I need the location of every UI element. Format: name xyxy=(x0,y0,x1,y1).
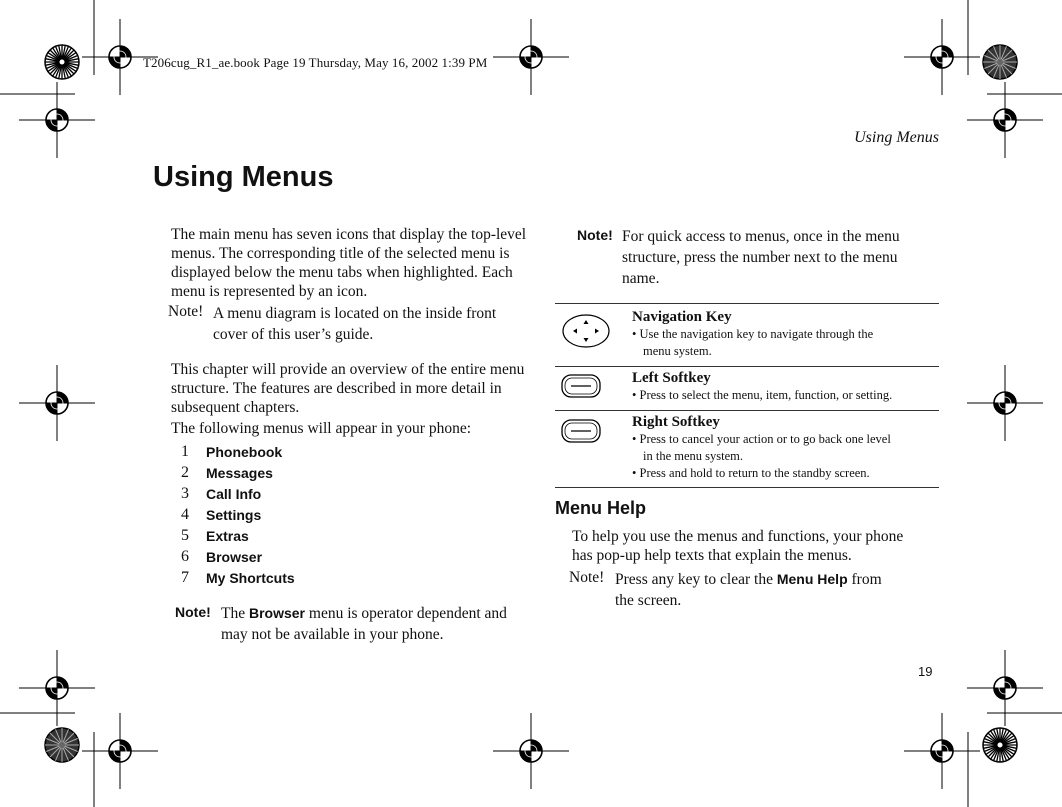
page-number: 19 xyxy=(918,664,933,679)
menu-number: 2 xyxy=(181,463,189,481)
note-text-pre: Press any key to clear the xyxy=(615,571,773,588)
menu-number: 4 xyxy=(181,505,189,523)
key-title: Right Softkey xyxy=(632,414,720,430)
menu-name: Browser xyxy=(206,548,263,565)
list-item xyxy=(181,525,295,546)
key-entry xyxy=(632,370,937,404)
menu-list xyxy=(181,441,295,588)
key-title: Left Softkey xyxy=(632,370,711,386)
menu-number: 7 xyxy=(181,568,189,586)
intro-line: displayed below the menu tabs when highlighted. Each xyxy=(171,264,513,281)
divider xyxy=(555,487,939,488)
key-desc-line: • Press to cancel your action or to go back one level xyxy=(632,432,891,446)
key-desc-line: • Press and hold to return to the standby screen. xyxy=(632,466,870,480)
list-item xyxy=(181,441,295,462)
running-head: Using Menus xyxy=(854,129,939,146)
note-line: cover of this user’s guide. xyxy=(213,326,374,343)
note-line xyxy=(615,569,935,590)
menu-number: 1 xyxy=(181,442,189,460)
note-label: Note! xyxy=(175,604,211,620)
note-text xyxy=(622,226,932,289)
note-line: structure, press the number next to the menu xyxy=(622,249,898,266)
left-softkey-icon xyxy=(561,373,601,399)
overview-paragraph xyxy=(171,360,543,417)
note-text xyxy=(615,569,935,611)
note-text xyxy=(213,303,553,345)
list-item xyxy=(181,504,295,525)
note-label: Note! xyxy=(577,227,613,243)
key-table xyxy=(555,303,939,488)
menu-name: Extras xyxy=(206,527,249,544)
intro-line: The main menu has seven icons that display the top-level xyxy=(171,226,527,243)
overview-line: This chapter will provide an overview of the entire menu xyxy=(171,361,525,378)
key-title: Navigation Key xyxy=(632,309,732,325)
note-line: A menu diagram is located on the inside front xyxy=(213,305,497,322)
right-softkey-icon xyxy=(561,418,601,444)
divider xyxy=(555,303,939,304)
browser-menu-name: Browser xyxy=(248,605,306,621)
menu-help-name: Menu Help xyxy=(776,571,848,587)
menu-number: 3 xyxy=(181,484,189,502)
menu-help-line: has pop-up help texts that explain the menus. xyxy=(572,547,852,564)
overview-line: structure. The features are described in more detail in xyxy=(171,380,502,397)
key-entry xyxy=(632,414,937,482)
note-line: may not be available in your phone. xyxy=(221,626,444,643)
note-label: Note! xyxy=(569,569,605,586)
page-title: Using Menus xyxy=(153,161,334,193)
menu-number: 6 xyxy=(181,547,189,565)
menu-name: Call Info xyxy=(206,485,262,502)
key-entry xyxy=(632,309,937,360)
note-text-pre: The xyxy=(221,605,246,622)
note-line: the screen. xyxy=(615,592,682,609)
intro-line: menu is represented by an icon. xyxy=(171,283,368,300)
file-info-header: T206cug_R1_ae.book Page 19 Thursday, May 16, 2002 1:39 PM xyxy=(143,55,488,70)
menu-help-line: To help you use the menus and functions, your phone xyxy=(572,528,904,545)
menu-name: Phonebook xyxy=(206,443,283,460)
divider xyxy=(555,410,939,411)
list-item xyxy=(181,567,295,588)
key-desc-line: in the menu system. xyxy=(643,449,743,463)
section-title-menu-help: Menu Help xyxy=(555,498,647,518)
key-desc-line: • Press to select the menu, item, function, or setting. xyxy=(632,388,893,402)
note-line: name. xyxy=(622,270,660,287)
note-text xyxy=(221,603,551,645)
note-text-post: from xyxy=(851,571,882,588)
list-item xyxy=(181,546,295,567)
menu-name: My Shortcuts xyxy=(206,569,295,586)
menu-name: Settings xyxy=(206,506,262,523)
list-item xyxy=(181,483,295,504)
note-label: Note! xyxy=(168,303,204,320)
intro-paragraph xyxy=(171,225,543,301)
note-line xyxy=(221,603,551,624)
list-item xyxy=(181,462,295,483)
note-line: For quick access to menus, once in the menu xyxy=(622,228,900,245)
intro-line: menus. The corresponding title of the selected menu is xyxy=(171,245,510,262)
menu-help-paragraph xyxy=(572,527,932,565)
key-desc-line: menu system. xyxy=(643,344,712,358)
menu-number: 5 xyxy=(181,526,189,544)
note-text-post: menu is operator dependent and xyxy=(308,605,507,622)
key-desc-line: • Use the navigation key to navigate through the xyxy=(632,327,874,341)
divider xyxy=(555,366,939,367)
menus-intro: The following menus will appear in your phone: xyxy=(171,420,472,437)
overview-line: subsequent chapters. xyxy=(171,399,300,416)
navigation-key-icon xyxy=(561,313,611,349)
menu-name: Messages xyxy=(206,464,273,481)
